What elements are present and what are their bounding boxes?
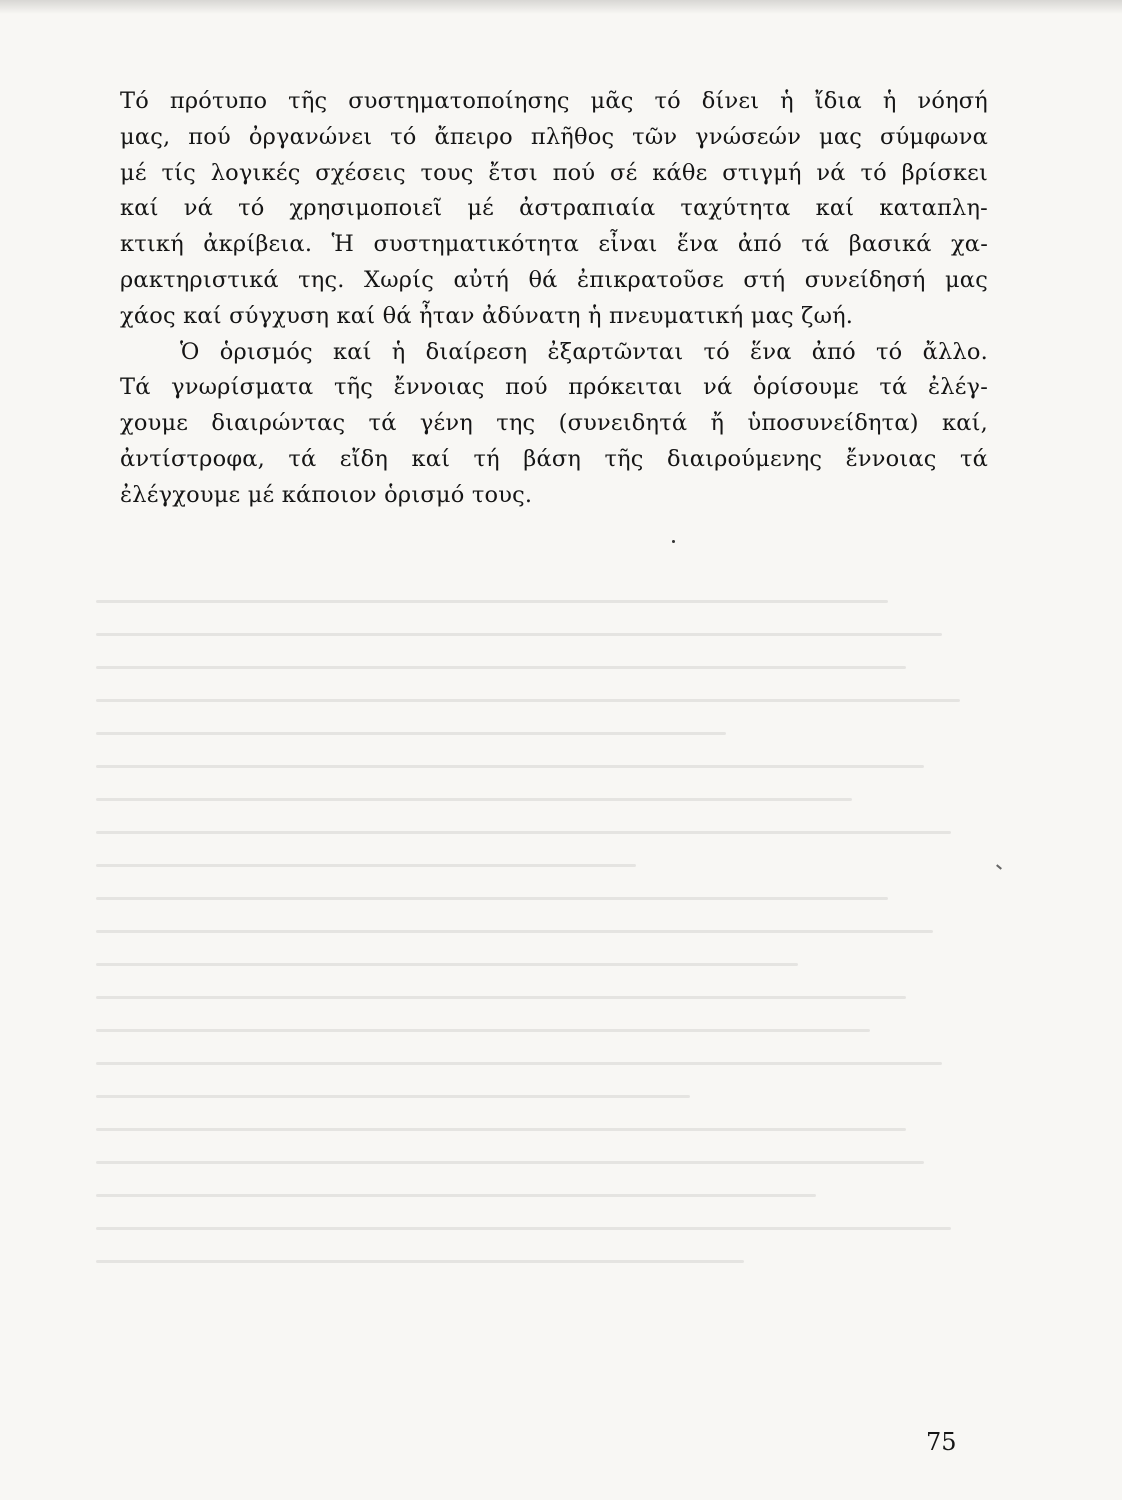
stray-ink-dot [672,540,675,543]
text-line: ἀντίστροφα, τά εἴδη καί τή βάση τῆς διαιρούμενης ἔννοιας τά [120,445,988,472]
text-line: ἐλέγχουμε μέ κάποιον ὁρισμό τους. [120,481,533,508]
text-line: ρακτηριστικά της. Χωρίς αὐτή θά ἐπικρατοῦσε στή συνείδησή μας [120,266,988,293]
text-line: χάος καί σύγχυση καί θά ἦταν ἀδύνατη ἡ πνευματική μας ζωή. [120,302,854,329]
text-line: κτική ἀκρίβεια. Ἡ συστηματικότητα εἶναι ἕνα ἀπό τά βασικά χα- [120,231,988,258]
page-number: 75 [926,1428,957,1456]
text-line: Ὁ ὁρισμός καί ἡ διαίρεση ἐξαρτῶνται τό ἕνα ἀπό τό ἄλλο. [180,338,988,365]
text-line: Τό πρότυπο τῆς συστηματοποίησης μᾶς τό δίνει ἡ ἴδια ἡ νόησή [120,88,988,114]
paragraph-1 [120,84,988,335]
text-line: μας, πού ὀργανώνει τό ἄπειρο πλῆθος τῶν γνώσεών μας σύμφωνα [120,123,988,150]
body-text [120,84,988,514]
text-line: καί νά τό χρησιμοποιεῖ μέ ἀστραπιαία ταχύτητα καί καταπλη- [120,195,988,222]
text-line: χουμε διαιρώντας τά γένη της (συνειδητά ἤ ὑποσυνείδητα) καί, [120,410,988,437]
text-line: Τά γνωρίσματα τῆς ἔννοιας πού πρόκειται νά ὁρίσουμε τά ἐλέγ- [120,374,988,401]
text-line: μέ τίς λογικές σχέσεις τους ἔτσι πού σέ κάθε στιγμή νά τό βρίσκει [120,159,988,186]
bleed-through-ghost-text [96,600,996,1320]
stray-ink-mark [996,864,1002,869]
page-top-shadow [0,0,1122,14]
paragraph-2 [120,335,988,514]
